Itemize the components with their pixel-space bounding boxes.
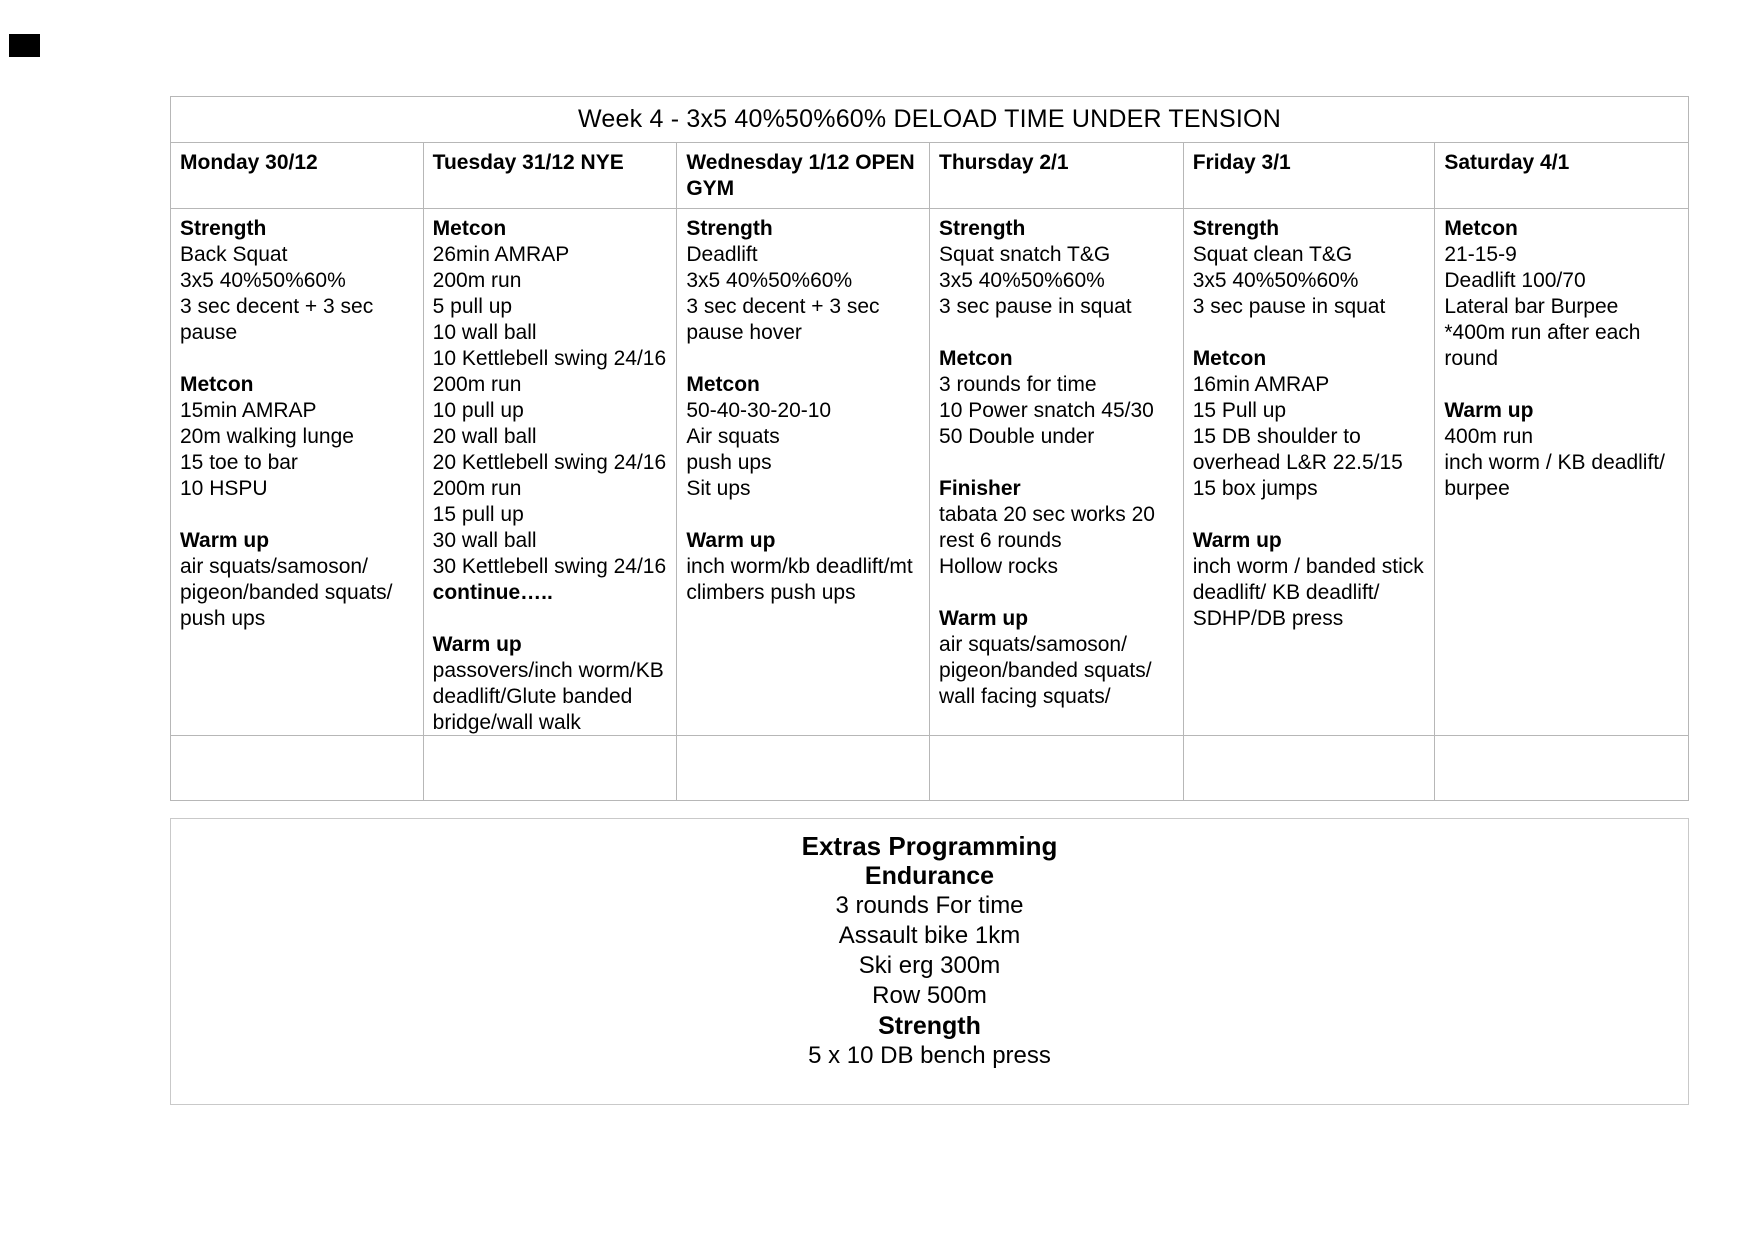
workout-line: Warm up — [1192, 529, 1282, 552]
extras-heading: Extras Programming — [801, 831, 1058, 861]
extras-line: Row 500m — [872, 982, 987, 1009]
workout-line: 20m walking lunge — [180, 425, 354, 448]
workout-line: tabata 20 sec works 20 — [939, 503, 1155, 526]
workout-line: Warm up — [686, 529, 776, 552]
workout-line: Squat snatch T&G — [939, 243, 1111, 266]
workout-line — [433, 606, 675, 632]
day-cell — [677, 209, 930, 736]
workout-line: *400m run after each — [1444, 321, 1641, 344]
empty-cell — [930, 736, 1184, 800]
workout-line: round — [1444, 347, 1499, 370]
workout-line: Metcon — [432, 217, 507, 240]
workout-line — [1444, 372, 1686, 398]
workout-line: Metcon — [1192, 347, 1267, 370]
workout-line: 10 pull up — [432, 399, 524, 422]
workout-line: passovers/inch worm/KB — [432, 659, 664, 682]
workout-line: 50 Double under — [939, 425, 1095, 448]
workout-line: 15 pull up — [432, 503, 524, 526]
workout-line — [1193, 320, 1433, 346]
workout-line: 16min AMRAP — [1192, 373, 1330, 396]
workout-line: 26min AMRAP — [432, 243, 570, 266]
workout-line: 50-40-30-20-10 — [686, 399, 832, 422]
workout-line: Squat clean T&G — [1192, 243, 1353, 266]
extras-programming-box — [170, 818, 1689, 1105]
workout-line: pause — [180, 321, 238, 344]
workout-line: Air squats — [686, 425, 780, 448]
day-cell — [424, 209, 678, 736]
day-header: Wednesday 1/12 OPEN GYM — [677, 143, 930, 209]
day-cell — [1184, 209, 1436, 736]
workout-line: wall facing squats/ — [939, 685, 1111, 708]
workout-line: 3 rounds for time — [939, 373, 1097, 396]
week-schedule-table — [170, 96, 1689, 801]
empty-cell — [677, 736, 930, 800]
workout-line: 400m run — [1444, 425, 1534, 448]
extras-line: Ski erg 300m — [858, 952, 1001, 979]
workout-line: push ups — [180, 607, 266, 630]
extras-line: 3 rounds For time — [835, 892, 1024, 919]
workout-line: Strength — [686, 217, 773, 240]
workout-line: 3x5 40%50%60% — [1192, 269, 1359, 292]
workout-line: Metcon — [686, 373, 760, 396]
workout-line: 10 Power snatch 45/30 — [939, 399, 1154, 422]
workout-line: 200m run — [432, 269, 522, 292]
extras-line: Assault bike 1km — [838, 922, 1021, 949]
day-header: Monday 30/12 — [171, 143, 424, 209]
empty-cell — [1184, 736, 1436, 800]
workout-line: pause hover — [686, 321, 802, 344]
workout-line: 3x5 40%50%60% — [686, 269, 853, 292]
workout-line: 30 Kettlebell swing 24/16 — [432, 555, 667, 578]
corner-marker — [9, 34, 40, 57]
workout-line: 3 sec decent + 3 sec — [180, 295, 374, 318]
day-cell — [171, 209, 424, 736]
day-header: Thursday 2/1 — [930, 143, 1184, 209]
workout-line: 20 wall ball — [432, 425, 537, 448]
workout-line: air squats/samoson/ — [939, 633, 1127, 656]
workout-line: burpee — [1444, 477, 1510, 500]
workout-line: Deadlift 100/70 — [1444, 269, 1586, 292]
workout-line: Hollow rocks — [939, 555, 1059, 578]
workout-line: 15min AMRAP — [180, 399, 317, 422]
day-cell — [930, 209, 1184, 736]
workout-line: Sit ups — [686, 477, 751, 500]
day-header: Friday 3/1 — [1184, 143, 1436, 209]
workout-line: 15 toe to bar — [180, 451, 298, 474]
empty-cell — [1435, 736, 1688, 800]
workout-line: 3x5 40%50%60% — [180, 269, 346, 292]
workout-line: pigeon/banded squats/ — [180, 581, 393, 604]
workout-line: 20 Kettlebell swing 24/16 — [432, 451, 667, 474]
workout-line: Strength — [939, 217, 1026, 240]
workout-line — [939, 450, 1181, 476]
workout-line: continue….. — [432, 581, 553, 604]
workout-line — [939, 320, 1181, 346]
workout-line: 21-15-9 — [1444, 243, 1517, 266]
workout-line: 10 wall ball — [432, 321, 537, 344]
workout-line: Back Squat — [180, 243, 288, 266]
workout-line: SDHP/DB press — [1192, 607, 1344, 630]
empty-cell — [171, 736, 424, 800]
workout-line: Warm up — [1444, 399, 1534, 422]
workout-line: climbers push ups — [686, 581, 856, 604]
workout-line — [1193, 502, 1433, 528]
workout-line: bridge/wall walk — [432, 711, 581, 734]
workout-line: overhead L&R 22.5/15 — [1192, 451, 1403, 474]
day-header-row — [171, 143, 1688, 209]
workout-line: 10 Kettlebell swing 24/16 — [432, 347, 667, 370]
workout-line: Warm up — [432, 633, 522, 656]
workout-line — [939, 580, 1181, 606]
workout-line: Strength — [1192, 217, 1280, 240]
workout-line: pigeon/banded squats/ — [939, 659, 1152, 682]
week-title: Week 4 - 3x5 40%50%60% DELOAD TIME UNDER TENSION — [171, 97, 1688, 143]
workout-line: inch worm / KB deadlift/ — [1444, 451, 1665, 474]
workout-line: Finisher — [939, 477, 1021, 500]
workout-line: rest 6 rounds — [939, 529, 1062, 552]
workout-line: inch worm / banded stick — [1192, 555, 1424, 578]
workout-line: Strength — [180, 217, 267, 240]
workout-line: Deadlift — [686, 243, 758, 266]
extras-heading: Strength — [878, 1012, 981, 1040]
workout-line: inch worm/kb deadlift/mt — [686, 555, 913, 578]
workout-line: 5 pull up — [432, 295, 513, 318]
workout-line: Lateral bar Burpee — [1444, 295, 1619, 318]
workout-line: 200m run — [432, 373, 522, 396]
workout-line: 15 Pull up — [1192, 399, 1287, 422]
workout-line — [180, 502, 421, 528]
workout-line: air squats/samoson/ — [180, 555, 368, 578]
workout-line — [180, 346, 421, 372]
day-body-row — [171, 209, 1688, 736]
workout-line: 30 wall ball — [432, 529, 537, 552]
extras-heading: Endurance — [864, 862, 995, 890]
empty-cell — [424, 736, 678, 800]
workout-line: deadlift/ KB deadlift/ — [1192, 581, 1380, 604]
workout-line: 15 DB shoulder to — [1192, 425, 1361, 448]
workout-line: Metcon — [1444, 217, 1518, 240]
workout-line: 3x5 40%50%60% — [939, 269, 1105, 292]
workout-line: 3 sec pause in squat — [939, 295, 1132, 318]
day-header: Tuesday 31/12 NYE — [424, 143, 678, 209]
workout-line: 200m run — [432, 477, 522, 500]
workout-line: Warm up — [939, 607, 1029, 630]
workout-line: push ups — [686, 451, 772, 474]
workout-line: 10 HSPU — [180, 477, 268, 500]
workout-line: deadlift/Glute banded — [432, 685, 633, 708]
day-cell — [1435, 209, 1688, 736]
day-header: Saturday 4/1 — [1435, 143, 1688, 209]
workout-line: 15 box jumps — [1192, 477, 1318, 500]
workout-line: Warm up — [180, 529, 270, 552]
workout-line — [686, 502, 927, 528]
workout-line: Metcon — [180, 373, 254, 396]
extras-line: 5 x 10 DB bench press — [808, 1042, 1051, 1069]
workout-line: 3 sec decent + 3 sec — [686, 295, 880, 318]
workout-line — [686, 346, 927, 372]
empty-row — [171, 736, 1688, 800]
workout-line: 3 sec pause in squat — [1192, 295, 1386, 318]
workout-line: Metcon — [939, 347, 1013, 370]
